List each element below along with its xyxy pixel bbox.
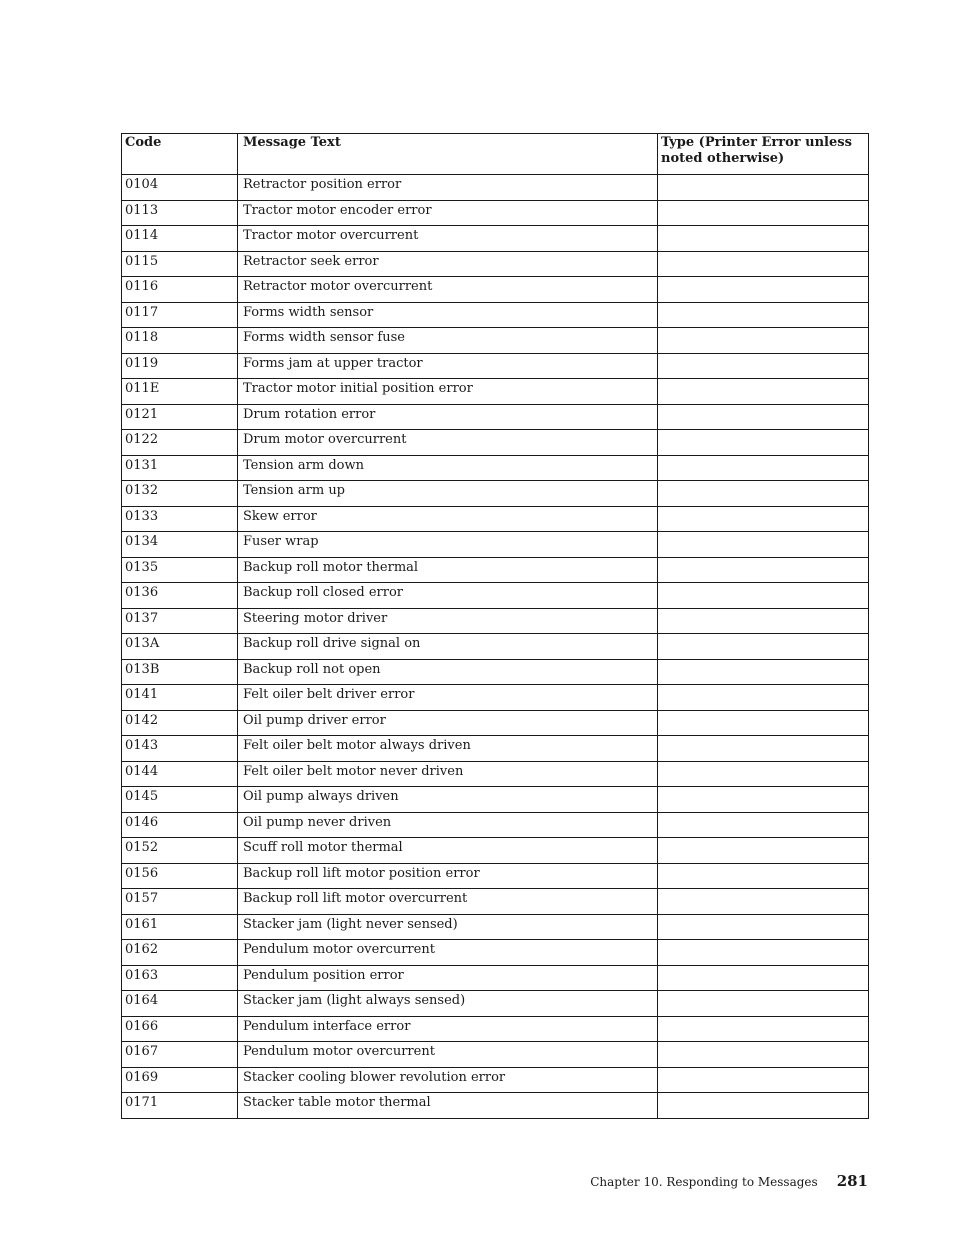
cell-code: 0133 xyxy=(122,506,238,532)
cell-code: 0161 xyxy=(122,914,238,940)
table-row xyxy=(122,1093,869,1119)
header-message-text: Message Text xyxy=(238,134,658,175)
cell-type xyxy=(658,659,869,685)
table-row xyxy=(122,302,869,328)
cell-message-text: Tractor motor initial position error xyxy=(238,379,658,405)
cell-code: 0132 xyxy=(122,481,238,507)
footer-page-number: 281 xyxy=(836,1172,868,1190)
cell-message-text: Backup roll lift motor overcurrent xyxy=(238,889,658,915)
cell-type xyxy=(658,251,869,277)
cell-message-text: Oil pump always driven xyxy=(238,787,658,813)
cell-code: 0152 xyxy=(122,838,238,864)
cell-type xyxy=(658,634,869,660)
cell-message-text: Retractor seek error xyxy=(238,251,658,277)
cell-code: 0104 xyxy=(122,175,238,201)
table-row xyxy=(122,940,869,966)
cell-message-text: Steering motor driver xyxy=(238,608,658,634)
cell-code: 0137 xyxy=(122,608,238,634)
cell-message-text: Tension arm down xyxy=(238,455,658,481)
cell-code: 0135 xyxy=(122,557,238,583)
cell-type xyxy=(658,991,869,1017)
cell-code: 0117 xyxy=(122,302,238,328)
cell-type xyxy=(658,302,869,328)
table-row xyxy=(122,404,869,430)
cell-message-text: Tractor motor encoder error xyxy=(238,200,658,226)
table-header-row xyxy=(122,134,869,175)
table-row xyxy=(122,787,869,813)
cell-code: 0167 xyxy=(122,1042,238,1068)
table-row xyxy=(122,200,869,226)
cell-code: 0136 xyxy=(122,583,238,609)
table-row xyxy=(122,277,869,303)
cell-type xyxy=(658,812,869,838)
table-row xyxy=(122,328,869,354)
cell-type xyxy=(658,736,869,762)
cell-type xyxy=(658,583,869,609)
cell-message-text: Pendulum position error xyxy=(238,965,658,991)
cell-code: 0118 xyxy=(122,328,238,354)
message-table xyxy=(121,133,869,1119)
table-row xyxy=(122,1042,869,1068)
cell-code: 0116 xyxy=(122,277,238,303)
table-row xyxy=(122,1016,869,1042)
cell-message-text: Felt oiler belt driver error xyxy=(238,685,658,711)
cell-type xyxy=(658,379,869,405)
cell-type xyxy=(658,557,869,583)
cell-code: 0157 xyxy=(122,889,238,915)
table-row xyxy=(122,1067,869,1093)
cell-type xyxy=(658,965,869,991)
table-row xyxy=(122,736,869,762)
cell-code: 0166 xyxy=(122,1016,238,1042)
table-body xyxy=(122,175,869,1119)
header-code: Code xyxy=(122,134,238,175)
table-row xyxy=(122,455,869,481)
cell-message-text: Skew error xyxy=(238,506,658,532)
cell-code: 011E xyxy=(122,379,238,405)
cell-code: 0143 xyxy=(122,736,238,762)
cell-code: 0113 xyxy=(122,200,238,226)
cell-type xyxy=(658,200,869,226)
table-row xyxy=(122,812,869,838)
table-row xyxy=(122,634,869,660)
cell-message-text: Tension arm up xyxy=(238,481,658,507)
cell-code: 013A xyxy=(122,634,238,660)
cell-message-text: Forms width sensor xyxy=(238,302,658,328)
cell-type xyxy=(658,1016,869,1042)
cell-type xyxy=(658,940,869,966)
cell-code: 0119 xyxy=(122,353,238,379)
table-row xyxy=(122,557,869,583)
cell-type xyxy=(658,481,869,507)
cell-message-text: Fuser wrap xyxy=(238,532,658,558)
cell-code: 0146 xyxy=(122,812,238,838)
cell-code: 0162 xyxy=(122,940,238,966)
cell-type xyxy=(658,838,869,864)
cell-type xyxy=(658,226,869,252)
table-row xyxy=(122,761,869,787)
cell-code: 013B xyxy=(122,659,238,685)
cell-type xyxy=(658,404,869,430)
cell-message-text: Stacker table motor thermal xyxy=(238,1093,658,1119)
cell-message-text: Forms jam at upper tractor xyxy=(238,353,658,379)
cell-message-text: Drum motor overcurrent xyxy=(238,430,658,456)
cell-type xyxy=(658,328,869,354)
cell-message-text: Pendulum motor overcurrent xyxy=(238,1042,658,1068)
cell-message-text: Stacker cooling blower revolution error xyxy=(238,1067,658,1093)
table-row xyxy=(122,991,869,1017)
table-row xyxy=(122,863,869,889)
cell-code: 0156 xyxy=(122,863,238,889)
cell-code: 0115 xyxy=(122,251,238,277)
table-row xyxy=(122,379,869,405)
cell-message-text: Tractor motor overcurrent xyxy=(238,226,658,252)
cell-type xyxy=(658,1067,869,1093)
cell-message-text: Backup roll not open xyxy=(238,659,658,685)
table-row xyxy=(122,481,869,507)
cell-code: 0145 xyxy=(122,787,238,813)
cell-message-text: Pendulum motor overcurrent xyxy=(238,940,658,966)
table-row xyxy=(122,838,869,864)
table-row xyxy=(122,608,869,634)
table-row xyxy=(122,226,869,252)
cell-message-text: Backup roll lift motor position error xyxy=(238,863,658,889)
cell-message-text: Felt oiler belt motor never driven xyxy=(238,761,658,787)
cell-code: 0169 xyxy=(122,1067,238,1093)
cell-type xyxy=(658,1042,869,1068)
table-row xyxy=(122,710,869,736)
table-row xyxy=(122,175,869,201)
cell-message-text: Backup roll motor thermal xyxy=(238,557,658,583)
page-footer xyxy=(590,1172,868,1190)
cell-type xyxy=(658,455,869,481)
table-row xyxy=(122,251,869,277)
table-row xyxy=(122,659,869,685)
cell-code: 0141 xyxy=(122,685,238,711)
cell-type xyxy=(658,353,869,379)
cell-message-text: Drum rotation error xyxy=(238,404,658,430)
cell-type xyxy=(658,506,869,532)
cell-message-text: Oil pump driver error xyxy=(238,710,658,736)
cell-type xyxy=(658,608,869,634)
table-row xyxy=(122,583,869,609)
cell-type xyxy=(658,175,869,201)
table-row xyxy=(122,353,869,379)
cell-message-text: Pendulum interface error xyxy=(238,1016,658,1042)
cell-code: 0114 xyxy=(122,226,238,252)
cell-type xyxy=(658,1093,869,1119)
cell-message-text: Felt oiler belt motor always driven xyxy=(238,736,658,762)
cell-type xyxy=(658,863,869,889)
cell-type xyxy=(658,787,869,813)
table-row xyxy=(122,506,869,532)
cell-message-text: Oil pump never driven xyxy=(238,812,658,838)
cell-type xyxy=(658,532,869,558)
cell-type xyxy=(658,685,869,711)
cell-code: 0144 xyxy=(122,761,238,787)
header-type: Type (Printer Error unless noted otherwise) xyxy=(658,134,869,175)
table-row xyxy=(122,965,869,991)
table-row xyxy=(122,889,869,915)
table-row xyxy=(122,914,869,940)
cell-type xyxy=(658,889,869,915)
cell-code: 0121 xyxy=(122,404,238,430)
cell-message-text: Scuff roll motor thermal xyxy=(238,838,658,864)
cell-message-text: Forms width sensor fuse xyxy=(238,328,658,354)
footer-chapter-title: Chapter 10. Responding to Messages xyxy=(590,1175,818,1189)
cell-message-text: Backup roll drive signal on xyxy=(238,634,658,660)
cell-type xyxy=(658,277,869,303)
cell-type xyxy=(658,761,869,787)
table-row xyxy=(122,685,869,711)
cell-message-text: Retractor motor overcurrent xyxy=(238,277,658,303)
cell-message-text: Backup roll closed error xyxy=(238,583,658,609)
cell-code: 0142 xyxy=(122,710,238,736)
cell-type xyxy=(658,710,869,736)
cell-code: 0122 xyxy=(122,430,238,456)
cell-code: 0131 xyxy=(122,455,238,481)
cell-code: 0163 xyxy=(122,965,238,991)
cell-code: 0134 xyxy=(122,532,238,558)
cell-message-text: Stacker jam (light never sensed) xyxy=(238,914,658,940)
table-row xyxy=(122,532,869,558)
cell-code: 0171 xyxy=(122,1093,238,1119)
table-row xyxy=(122,430,869,456)
cell-message-text: Retractor position error xyxy=(238,175,658,201)
cell-code: 0164 xyxy=(122,991,238,1017)
cell-type xyxy=(658,430,869,456)
cell-message-text: Stacker jam (light always sensed) xyxy=(238,991,658,1017)
cell-type xyxy=(658,914,869,940)
